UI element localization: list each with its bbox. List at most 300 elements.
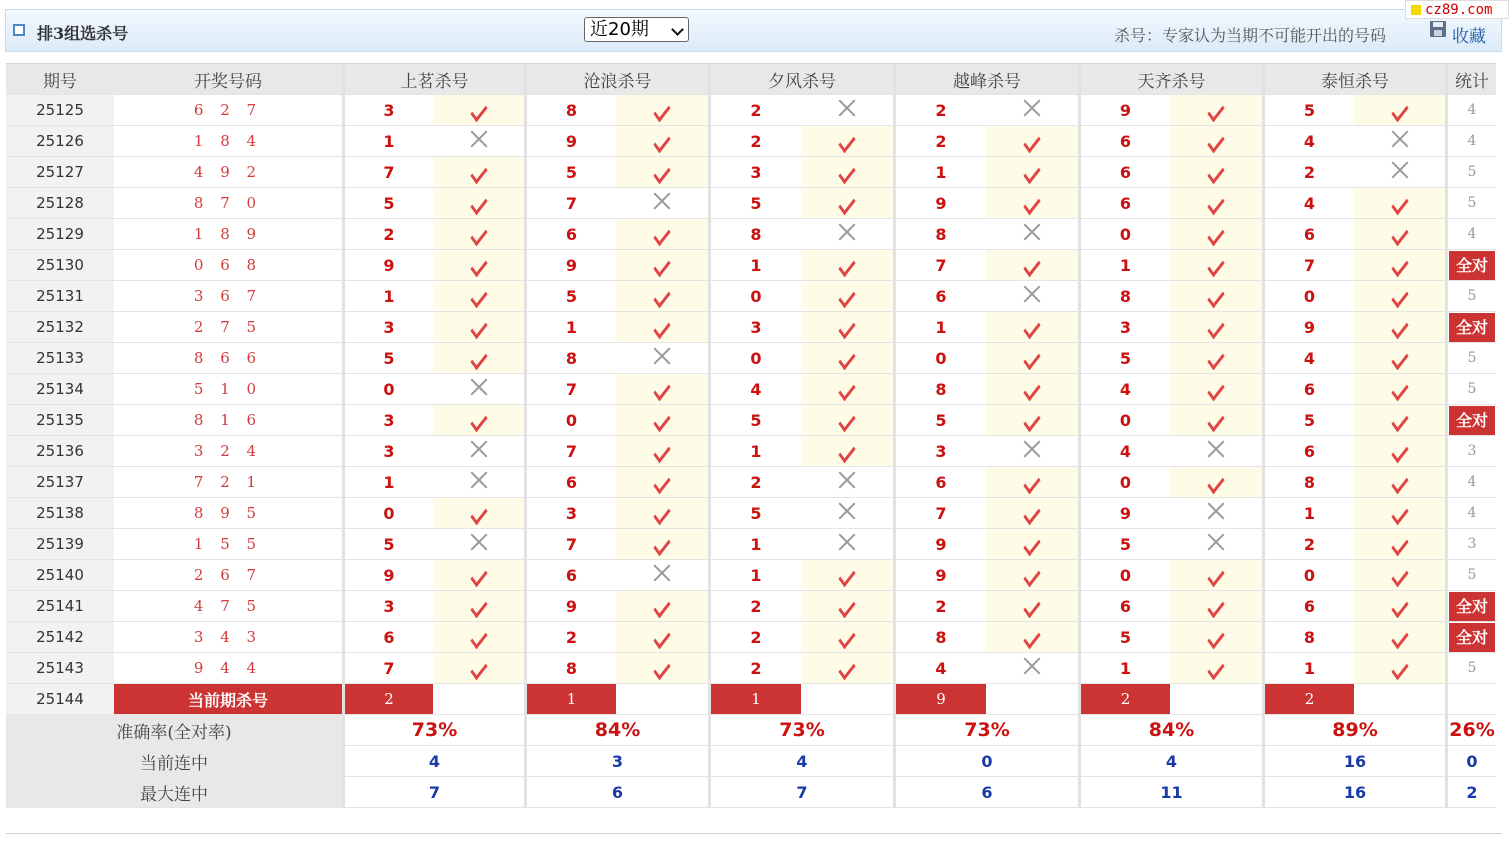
check-icon <box>470 192 487 215</box>
col-header-expert: 上茗杀号 <box>342 63 524 95</box>
cross-icon <box>1023 657 1041 675</box>
check-icon <box>1207 130 1224 153</box>
empty-cell <box>1445 684 1496 715</box>
current-kill-cell: 1 <box>524 684 616 715</box>
accuracy-row-value: 89% <box>1262 715 1445 746</box>
cross-icon <box>838 471 856 489</box>
hit-cell <box>986 591 1078 622</box>
check-icon <box>470 223 487 246</box>
current-kill-cell: 2 <box>1262 684 1354 715</box>
check-icon <box>653 657 670 680</box>
kill-number-cell: 0 <box>1078 405 1170 436</box>
kill-number-cell: 3 <box>893 436 986 467</box>
kill-number-cell: 6 <box>893 467 986 498</box>
check-icon <box>653 130 670 153</box>
stat-cell <box>1445 312 1496 343</box>
miss-cell <box>801 529 893 560</box>
check-icon <box>470 595 487 618</box>
streak-row-value: 16 <box>1262 746 1445 777</box>
check-icon <box>838 285 855 308</box>
kill-number-cell: 1 <box>342 281 433 312</box>
kill-number-cell: 2 <box>708 95 801 126</box>
check-icon <box>838 254 855 277</box>
check-icon <box>1023 471 1040 494</box>
kill-number-cell: 6 <box>342 622 433 653</box>
issue-cell: 25135 <box>6 405 114 436</box>
cross-icon <box>653 347 671 365</box>
kill-number-cell: 0 <box>708 343 801 374</box>
hit-cell <box>433 219 524 250</box>
check-icon <box>1023 564 1040 587</box>
table-row <box>6 374 1496 405</box>
accuracy-row-value: 73% <box>893 715 1078 746</box>
check-icon <box>1207 564 1224 587</box>
hit-cell <box>986 312 1078 343</box>
kill-number-cell: 2 <box>1262 529 1354 560</box>
hit-cell <box>801 157 893 188</box>
kill-number-cell: 2 <box>708 126 801 157</box>
kill-number-cell: 8 <box>1078 281 1170 312</box>
kill-number-cell: 5 <box>342 343 433 374</box>
check-icon <box>470 502 487 525</box>
hit-cell <box>616 498 708 529</box>
hit-cell <box>1354 250 1445 281</box>
header-row <box>6 63 1496 95</box>
current-issue-cell: 25144 <box>6 684 114 715</box>
table-row <box>6 622 1496 653</box>
check-icon <box>470 161 487 184</box>
cross-icon <box>470 440 488 458</box>
check-icon <box>1391 471 1408 494</box>
hit-cell <box>433 188 524 219</box>
check-icon <box>1023 595 1040 618</box>
kill-number-cell: 2 <box>1262 157 1354 188</box>
issue-cell: 25126 <box>6 126 114 157</box>
hit-cell <box>616 622 708 653</box>
kill-number-cell: 4 <box>1262 188 1354 219</box>
kill-number-cell: 6 <box>1262 374 1354 405</box>
stat-cell: 3 <box>1445 529 1496 560</box>
kill-number-cell: 4 <box>1078 374 1170 405</box>
check-icon <box>1023 626 1040 649</box>
miss-cell <box>801 95 893 126</box>
draw-number-cell: 0 6 8 <box>114 250 342 281</box>
check-icon <box>653 471 670 494</box>
miss-cell <box>801 467 893 498</box>
page-title: 排3组选杀号 <box>37 24 129 43</box>
kill-number-cell: 1 <box>342 467 433 498</box>
max-streak-row-value: 6 <box>524 777 708 808</box>
check-icon <box>838 564 855 587</box>
kill-number-cell: 8 <box>1262 622 1354 653</box>
stat-cell <box>1445 250 1496 281</box>
hit-cell <box>616 250 708 281</box>
kill-number-cell: 6 <box>1262 219 1354 250</box>
hit-cell <box>1170 591 1262 622</box>
cross-icon <box>1023 223 1041 241</box>
streak-row-label: 当前连中 <box>6 746 342 777</box>
kill-number-cell: 6 <box>1078 188 1170 219</box>
col-header-stat: 统计 <box>1445 63 1496 95</box>
kill-number-cell: 3 <box>1078 312 1170 343</box>
col-header-expert: 越峰杀号 <box>893 63 1078 95</box>
check-icon <box>1207 316 1224 339</box>
check-icon <box>653 99 670 122</box>
cross-icon <box>838 502 856 520</box>
hit-cell <box>801 188 893 219</box>
table-row <box>6 436 1496 467</box>
kill-number-cell: 2 <box>893 95 986 126</box>
check-icon <box>1207 99 1224 122</box>
period-select[interactable] <box>584 17 689 42</box>
max-streak-row-label: 最大连中 <box>6 777 342 808</box>
issue-cell: 25133 <box>6 343 114 374</box>
kill-number-cell: 1 <box>708 529 801 560</box>
kill-number-cell: 8 <box>1262 467 1354 498</box>
hit-cell <box>1354 622 1445 653</box>
hit-cell <box>986 529 1078 560</box>
accuracy-row-value: 73% <box>342 715 524 746</box>
cross-icon <box>838 99 856 117</box>
max-streak-row-value: 6 <box>893 777 1078 808</box>
miss-cell <box>986 95 1078 126</box>
issue-cell: 25143 <box>6 653 114 684</box>
kill-number-cell: 0 <box>708 281 801 312</box>
check-icon <box>653 223 670 246</box>
check-icon <box>1391 440 1408 463</box>
check-icon <box>1207 192 1224 215</box>
check-icon <box>838 595 855 618</box>
kill-number-cell: 6 <box>1262 591 1354 622</box>
check-icon <box>1023 378 1040 401</box>
kill-number-cell: 1 <box>1078 250 1170 281</box>
check-icon <box>470 409 487 432</box>
kill-number-cell: 4 <box>893 653 986 684</box>
hit-cell <box>986 374 1078 405</box>
draw-number-cell: 8 6 6 <box>114 343 342 374</box>
save-link[interactable]: 收藏 <box>1452 27 1486 47</box>
check-icon <box>470 564 487 587</box>
hit-cell <box>986 188 1078 219</box>
streak-row-value: 4 <box>342 746 524 777</box>
draw-number-cell: 6 2 7 <box>114 95 342 126</box>
kill-number-cell: 0 <box>1262 560 1354 591</box>
kill-number-cell: 9 <box>524 126 616 157</box>
kill-number-cell: 9 <box>1262 312 1354 343</box>
kill-number-cell: 1 <box>893 157 986 188</box>
hit-cell <box>433 498 524 529</box>
kill-number-cell: 3 <box>708 312 801 343</box>
floppy-disk-icon[interactable] <box>1430 21 1446 37</box>
issue-cell: 25134 <box>6 374 114 405</box>
check-icon <box>653 409 670 432</box>
stat-cell: 5 <box>1445 374 1496 405</box>
draw-number-cell: 8 1 6 <box>114 405 342 436</box>
hit-cell <box>1170 219 1262 250</box>
table-row <box>6 126 1496 157</box>
kill-number-cell: 0 <box>893 343 986 374</box>
check-icon <box>838 657 855 680</box>
empty-cell <box>616 684 708 715</box>
issue-cell: 25140 <box>6 560 114 591</box>
check-icon <box>1207 223 1224 246</box>
kill-number-cell: 6 <box>1078 157 1170 188</box>
kill-number-cell: 5 <box>708 188 801 219</box>
cross-icon <box>1391 161 1409 179</box>
draw-number-cell: 3 4 3 <box>114 622 342 653</box>
streak-row-value: 4 <box>708 746 893 777</box>
check-icon <box>1023 130 1040 153</box>
kill-number-cell: 1 <box>893 312 986 343</box>
miss-cell <box>1170 498 1262 529</box>
cross-icon <box>838 223 856 241</box>
hit-cell <box>986 343 1078 374</box>
kill-number-cell: 5 <box>1078 529 1170 560</box>
cross-icon <box>1023 99 1041 117</box>
check-icon <box>1391 223 1408 246</box>
hit-cell <box>1354 219 1445 250</box>
draw-number-cell: 4 7 5 <box>114 591 342 622</box>
kill-number-cell: 0 <box>524 405 616 436</box>
kill-number-cell: 3 <box>524 498 616 529</box>
hit-cell <box>1354 281 1445 312</box>
check-icon <box>1207 471 1224 494</box>
miss-cell <box>986 281 1078 312</box>
kill-number-cell: 5 <box>1262 95 1354 126</box>
draw-number-cell: 2 7 5 <box>114 312 342 343</box>
miss-cell <box>616 560 708 591</box>
hit-cell <box>986 405 1078 436</box>
current-kill-cell: 9 <box>893 684 986 715</box>
check-icon <box>1391 347 1408 370</box>
draw-number-cell: 8 7 0 <box>114 188 342 219</box>
check-icon <box>1023 347 1040 370</box>
kill-number-cell: 3 <box>342 312 433 343</box>
kill-number-cell: 6 <box>524 560 616 591</box>
kill-number-cell: 4 <box>1262 126 1354 157</box>
kill-number-cell: 8 <box>524 343 616 374</box>
kill-number-cell: 1 <box>1262 498 1354 529</box>
hit-cell <box>433 622 524 653</box>
hit-cell <box>986 467 1078 498</box>
site-logo[interactable] <box>1405 0 1509 19</box>
kill-number-cell: 2 <box>708 653 801 684</box>
table-row <box>6 653 1496 684</box>
check-icon <box>1391 502 1408 525</box>
kill-number-cell: 9 <box>524 591 616 622</box>
check-icon <box>1391 564 1408 587</box>
table-row <box>6 405 1496 436</box>
full-hit-badge: 全对 <box>1449 592 1495 621</box>
draw-number-cell: 2 6 7 <box>114 560 342 591</box>
check-icon <box>470 657 487 680</box>
kill-number-cell: 7 <box>524 529 616 560</box>
hit-cell <box>986 126 1078 157</box>
stat-cell: 4 <box>1445 219 1496 250</box>
stat-cell: 4 <box>1445 95 1496 126</box>
issue-cell: 25138 <box>6 498 114 529</box>
hit-cell <box>616 653 708 684</box>
check-icon <box>1391 533 1408 556</box>
full-hit-badge: 全对 <box>1449 251 1495 280</box>
hit-cell <box>801 405 893 436</box>
check-icon <box>838 347 855 370</box>
miss-cell <box>1354 157 1445 188</box>
draw-number-cell: 3 6 7 <box>114 281 342 312</box>
col-header-expert: 泰恒杀号 <box>1262 63 1445 95</box>
kill-number-cell: 0 <box>1262 281 1354 312</box>
cross-icon <box>1207 502 1225 520</box>
kill-number-cell: 1 <box>708 436 801 467</box>
full-hit-badge: 全对 <box>1449 406 1495 435</box>
kill-number-cell: 0 <box>1078 467 1170 498</box>
hit-cell <box>801 436 893 467</box>
stat-cell: 5 <box>1445 157 1496 188</box>
hit-cell <box>433 250 524 281</box>
stat-cell: 5 <box>1445 560 1496 591</box>
streak-row <box>6 746 1496 777</box>
check-icon <box>1391 595 1408 618</box>
miss-cell <box>1170 436 1262 467</box>
kill-number-cell: 2 <box>708 467 801 498</box>
hit-cell <box>986 560 1078 591</box>
hit-cell <box>1354 467 1445 498</box>
col-header-expert: 沧浪杀号 <box>524 63 708 95</box>
table-row <box>6 498 1496 529</box>
kill-number-cell: 7 <box>524 374 616 405</box>
kill-number-cell: 7 <box>524 436 616 467</box>
check-icon <box>1391 285 1408 308</box>
hit-cell <box>616 467 708 498</box>
cross-icon <box>1023 285 1041 303</box>
hit-cell <box>1170 281 1262 312</box>
hit-cell <box>616 219 708 250</box>
hit-cell <box>1354 343 1445 374</box>
table-bottom-border <box>6 833 1502 834</box>
hit-cell <box>1170 653 1262 684</box>
miss-cell <box>986 653 1078 684</box>
stat-cell: 4 <box>1445 498 1496 529</box>
check-icon <box>470 316 487 339</box>
draw-number-cell: 4 9 2 <box>114 157 342 188</box>
kill-number-cell: 9 <box>893 188 986 219</box>
stat-cell: 4 <box>1445 467 1496 498</box>
miss-cell <box>433 436 524 467</box>
check-icon <box>1023 254 1040 277</box>
check-icon <box>1023 409 1040 432</box>
check-icon <box>1207 254 1224 277</box>
kill-number-cell: 5 <box>342 529 433 560</box>
check-icon <box>653 285 670 308</box>
issue-cell: 25130 <box>6 250 114 281</box>
kill-number-cell: 5 <box>342 188 433 219</box>
hit-cell <box>433 560 524 591</box>
kill-number-cell: 7 <box>524 188 616 219</box>
kill-number-cell: 0 <box>1078 219 1170 250</box>
check-icon <box>653 626 670 649</box>
cross-icon <box>1391 130 1409 148</box>
hit-cell <box>1354 529 1445 560</box>
kill-number-cell: 0 <box>342 498 433 529</box>
cross-icon <box>838 533 856 551</box>
kill-number-cell: 6 <box>1262 436 1354 467</box>
check-icon <box>838 130 855 153</box>
kill-number-cell: 3 <box>342 405 433 436</box>
issue-cell: 25139 <box>6 529 114 560</box>
table-row <box>6 467 1496 498</box>
kill-number-cell: 3 <box>342 436 433 467</box>
max-streak-row-value: 7 <box>708 777 893 808</box>
table-row <box>6 312 1496 343</box>
hit-cell <box>986 622 1078 653</box>
current-kill-cell: 2 <box>1078 684 1170 715</box>
kill-number-cell: 2 <box>342 219 433 250</box>
cross-icon <box>653 564 671 582</box>
stat-cell <box>1445 591 1496 622</box>
logo-text: cz89.com <box>1425 2 1493 18</box>
accuracy-row-label: 准确率(全对率) <box>6 715 342 746</box>
streak-row-value: 4 <box>1078 746 1262 777</box>
hit-cell <box>801 622 893 653</box>
check-icon <box>838 378 855 401</box>
kill-number-cell: 2 <box>893 591 986 622</box>
table-row <box>6 219 1496 250</box>
check-icon <box>1391 409 1408 432</box>
table-row <box>6 281 1496 312</box>
hit-cell <box>433 281 524 312</box>
hit-cell <box>1170 622 1262 653</box>
draw-number-cell: 1 5 5 <box>114 529 342 560</box>
miss-cell <box>986 219 1078 250</box>
check-icon <box>1391 378 1408 401</box>
miss-cell <box>986 436 1078 467</box>
issue-cell: 25137 <box>6 467 114 498</box>
check-icon <box>1207 626 1224 649</box>
kill-number-cell: 9 <box>342 560 433 591</box>
hit-cell <box>1170 95 1262 126</box>
check-icon <box>1207 657 1224 680</box>
hit-cell <box>1354 560 1445 591</box>
empty-cell <box>433 684 524 715</box>
kill-number-cell: 4 <box>1078 436 1170 467</box>
kill-number-cell: 3 <box>342 591 433 622</box>
kill-number-cell: 1 <box>708 560 801 591</box>
cross-icon <box>1207 533 1225 551</box>
hit-cell <box>1170 467 1262 498</box>
check-icon <box>1391 99 1408 122</box>
kill-number-cell: 1 <box>524 312 616 343</box>
kill-number-cell: 0 <box>342 374 433 405</box>
cross-icon <box>470 130 488 148</box>
check-icon <box>470 254 487 277</box>
table-row <box>6 188 1496 219</box>
miss-cell <box>1170 529 1262 560</box>
check-icon <box>838 409 855 432</box>
cross-icon <box>470 471 488 489</box>
hit-cell <box>1170 560 1262 591</box>
kill-number-cell: 6 <box>524 467 616 498</box>
stat-cell: 3 <box>1445 436 1496 467</box>
check-icon <box>470 99 487 122</box>
check-icon <box>470 347 487 370</box>
kill-number-cell: 6 <box>1078 591 1170 622</box>
col-header-expert: 夕风杀号 <box>708 63 893 95</box>
hit-cell <box>986 250 1078 281</box>
hit-cell <box>616 281 708 312</box>
kill-number-cell: 7 <box>893 250 986 281</box>
miss-cell <box>433 467 524 498</box>
check-icon <box>653 502 670 525</box>
